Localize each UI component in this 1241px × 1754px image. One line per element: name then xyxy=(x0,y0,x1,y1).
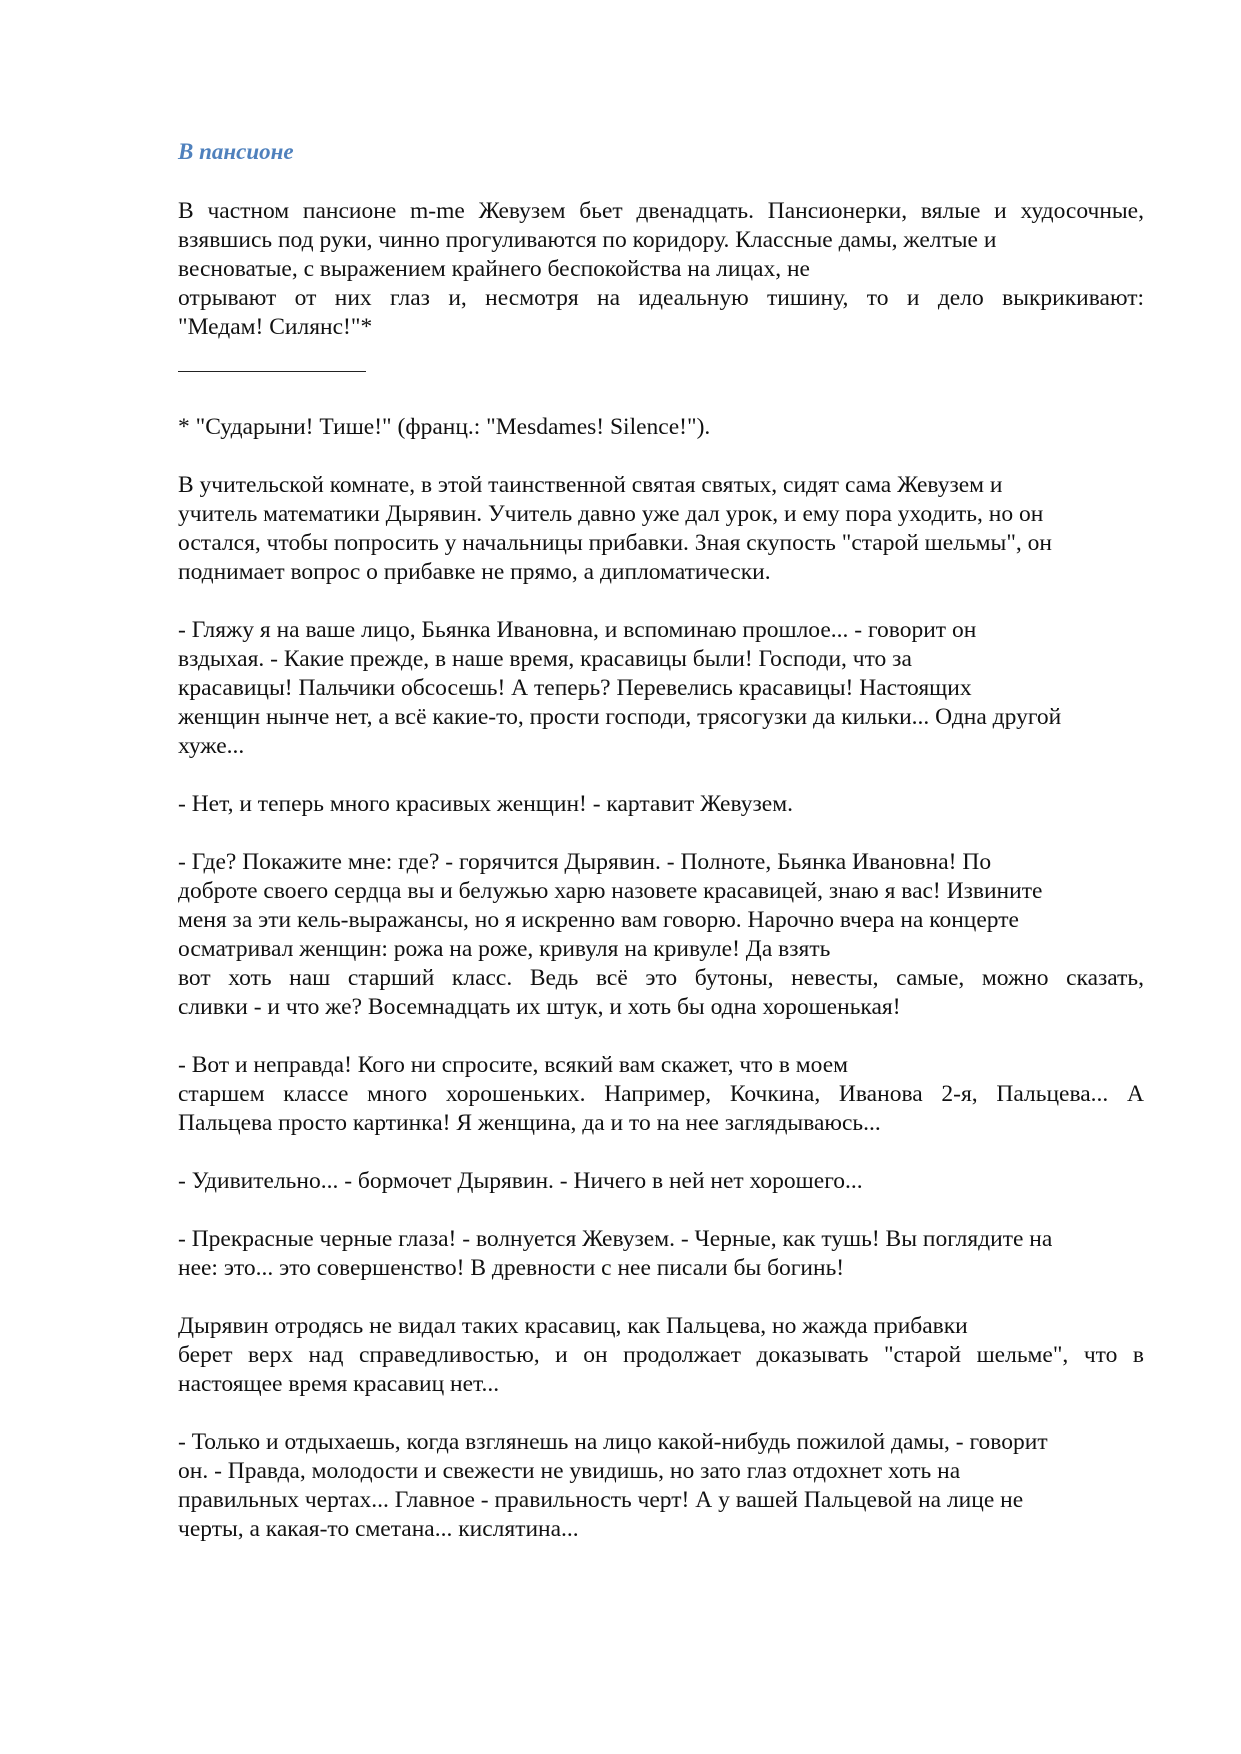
document-body xyxy=(178,137,1144,1573)
text-line: остался, чтобы попросить у начальницы прибавки. Зная скупость "старой шельмы", он xyxy=(178,530,1052,556)
text-line: "Медам! Силянс!"* xyxy=(178,314,373,340)
text-line: Дырявин отродясь не видал таких красавиц, как Пальцева, но жажда прибавки xyxy=(178,1313,968,1339)
text-line: нее: это... это совершенство! В древности с нее писали бы богинь! xyxy=(178,1255,845,1281)
text-line: старшем классе много хорошеньких. Например, Кочкина, Иванова 2-я, Пальцева... А xyxy=(178,1081,1144,1107)
text-line: учитель математики Дырявин. Учитель давно уже дал урок, и ему пора уходить, но он xyxy=(178,501,1044,527)
text-line: взявшись под руки, чинно прогуливаются по коридору. Классные дамы, желтые и xyxy=(178,227,997,253)
paragraph xyxy=(178,1428,1144,1544)
paragraph xyxy=(178,1167,1144,1196)
paragraph xyxy=(178,471,1144,587)
text-line: он. - Правда, молодости и свежести не увидишь, но зато глаз отдохнет хоть на xyxy=(178,1458,961,1484)
text-line: вот хоть наш старший класс. Ведь всё это бутоны, невесты, самые, можно сказать, xyxy=(178,965,1144,991)
text-line: - Где? Покажите мне: где? - горячится Дырявин. - Полноте, Бьянка Ивановна! По xyxy=(178,849,992,875)
text-line: - Только и отдыхаешь, когда взглянешь на лицо какой-нибудь пожилой дамы, - говорит xyxy=(178,1429,1048,1455)
paragraph xyxy=(178,616,1144,761)
text-line: красавицы! Пальчики обсосешь! А теперь? Перевелись красавицы! Настоящих xyxy=(178,675,972,701)
text-line: - Прекрасные черные глаза! - волнуется Жевузем. - Черные, как тушь! Вы поглядите на xyxy=(178,1226,1053,1252)
text-line: Пальцева просто картинка! Я женщина, да и то на нее заглядываюсь... xyxy=(178,1110,881,1136)
text-line: В учительской комнате, в этой таинственной святая святых, сидят сама Жевузем и xyxy=(178,472,1003,498)
text-line: меня за эти кель-выражансы, но я искренно вам говорю. Нарочно вчера на концерте xyxy=(178,907,1019,933)
paragraph xyxy=(178,197,1144,342)
paragraph xyxy=(178,790,1144,819)
text-line: настоящее время красавиц нет... xyxy=(178,1371,500,1397)
text-line: - Вот и неправда! Кого ни спросите, всякий вам скажет, что в моем xyxy=(178,1052,849,1078)
text-line: женщин нынче нет, а всё какие-то, прости господи, трясогузки да кильки... Одна другой xyxy=(178,704,1062,730)
paragraph xyxy=(178,1312,1144,1399)
text-line: хуже... xyxy=(178,733,245,759)
text-line: сливки - и что же? Восемнадцать их штук, и хоть бы одна хорошенькая! xyxy=(178,994,901,1020)
footnote-separator xyxy=(178,371,366,372)
text-line: - Удивительно... - бормочет Дырявин. - Ничего в ней нет хорошего... xyxy=(178,1168,863,1194)
text-line: вздыхая. - Какие прежде, в наше время, красавицы были! Господи, что за xyxy=(178,646,912,672)
paragraph xyxy=(178,1225,1144,1283)
footnote: * "Сударыни! Тише!" (франц.: "Mesdames! Silence!"). xyxy=(178,414,711,440)
text-line: В частном пансионе m-me Жевузем бьет двенадцать. Пансионерки, вялые и худосочные, xyxy=(178,198,1144,224)
text-line: доброте своего сердца вы и белужью харю назовете красавицей, знаю я вас! Извините xyxy=(178,878,1043,904)
text-line: осматривал женщин: рожа на роже, кривуля на кривуле! Да взять xyxy=(178,936,831,962)
text-line: отрывают от них глаз и, несмотря на идеальную тишину, то и дело выкрикивают: xyxy=(178,285,1144,311)
text-line: - Гляжу я на ваше лицо, Бьянка Ивановна, и вспоминаю прошлое... - говорит он xyxy=(178,617,977,643)
text-line: правильных чертах... Главное - правильность черт! А у вашей Пальцевой на лице не xyxy=(178,1487,1024,1513)
text-line: - Нет, и теперь много красивых женщин! - картавит Жевузем. xyxy=(178,791,793,817)
text-line: черты, а какая-то сметана... кислятина... xyxy=(178,1516,579,1542)
paragraph xyxy=(178,1051,1144,1138)
text-line: поднимает вопрос о прибавке не прямо, а дипломатически. xyxy=(178,559,771,585)
story-title: В пансионе xyxy=(178,139,294,164)
text-line: берет верх над справедливостью, и он продолжает доказывать "старой шельме", что в xyxy=(178,1342,1144,1368)
text-line: весноватые, с выражением крайнего беспокойства на лицах, не xyxy=(178,256,810,282)
paragraph xyxy=(178,848,1144,1022)
